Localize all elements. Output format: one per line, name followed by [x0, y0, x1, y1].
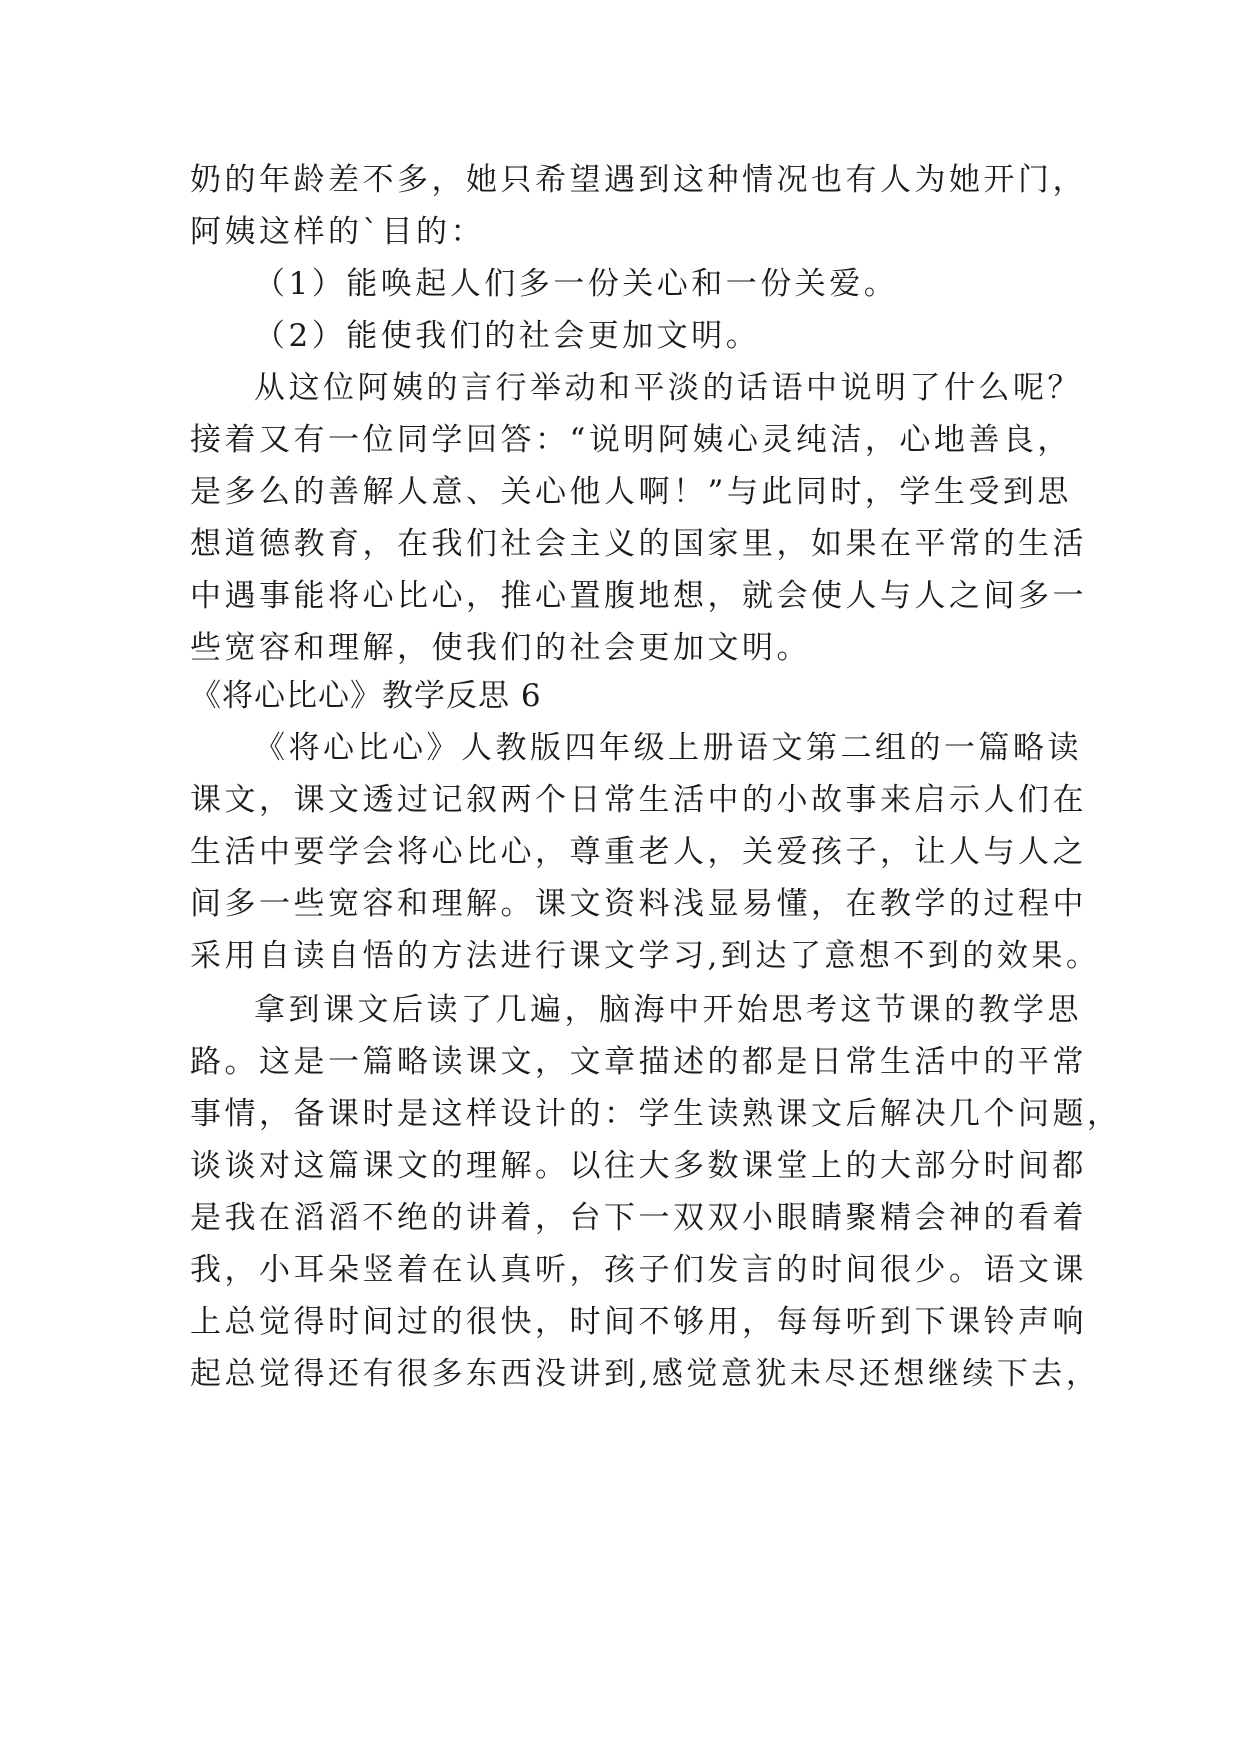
- paragraph-start: 拿到课文后读了几遍，脑海中开始思考这节课的教学思: [254, 992, 1082, 1028]
- text-line: 课文，课文透过记叙两个日常生活中的小故事来启示人们在: [190, 782, 1087, 818]
- text-line: 起总觉得还有很多东西没讲到,感觉意犹未尽还想继续下去，: [190, 1356, 1101, 1392]
- text-line: 间多一些宽容和理解。课文资料浅显易懂，在教学的过程中: [190, 886, 1087, 922]
- text-line: 中遇事能将心比心，推心置腹地想，就会使人与人之间多一: [190, 578, 1087, 614]
- text-line: 些宽容和理解，使我们的社会更加文明。: [190, 630, 811, 666]
- text-line: 上总觉得时间过的很快，时间不够用，每每听到下课铃声响: [190, 1304, 1087, 1340]
- text-line: 生活中要学会将心比心，尊重老人，关爱孩子，让人与人之: [190, 834, 1087, 870]
- text-line: 谈谈对这篇课文的理解。以往大多数课堂上的大部分时间都: [190, 1148, 1087, 1184]
- text-line: 是多么的善解人意、关心他人啊！”与此同时，学生受到思: [190, 474, 1072, 510]
- text-line: 路。这是一篇略读课文，文章描述的都是日常生活中的平常: [190, 1044, 1087, 1080]
- text-line: 事情，备课时是这样设计的：学生读熟课文后解决几个问题，: [190, 1096, 1122, 1132]
- paragraph-start: 《将心比心》人教版四年级上册语文第二组的一篇略读: [254, 730, 1082, 766]
- text-line: 奶的年龄差不多，她只希望遇到这种情况也有人为她开门，: [190, 162, 1087, 198]
- section-heading: 《将心比心》教学反思 6: [190, 678, 542, 714]
- text-line: 是我在滔滔不绝的讲着，台下一双双小眼睛聚精会神的看着: [190, 1200, 1087, 1236]
- text-line: 接着又有一位同学回答：“说明阿姨心灵纯洁，心地善良，: [190, 422, 1072, 458]
- list-item: （2）能使我们的社会更加文明。: [254, 318, 761, 354]
- text-line: 想道德教育，在我们社会主义的国家里，如果在平常的生活: [190, 526, 1087, 562]
- list-item: （1）能唤起人们多一份关心和一份关爱。: [254, 266, 899, 302]
- text-line: 阿姨这样的`目的：: [190, 214, 485, 250]
- text-line: 我，小耳朵竖着在认真听，孩子们发言的时间很少。语文课: [190, 1252, 1087, 1288]
- text-line: 采用自读自悟的方法进行课文学习,到达了意想不到的效果。: [190, 938, 1101, 974]
- paragraph-start: 从这位阿姨的言行举动和平淡的话语中说明了什么呢？: [254, 370, 1082, 406]
